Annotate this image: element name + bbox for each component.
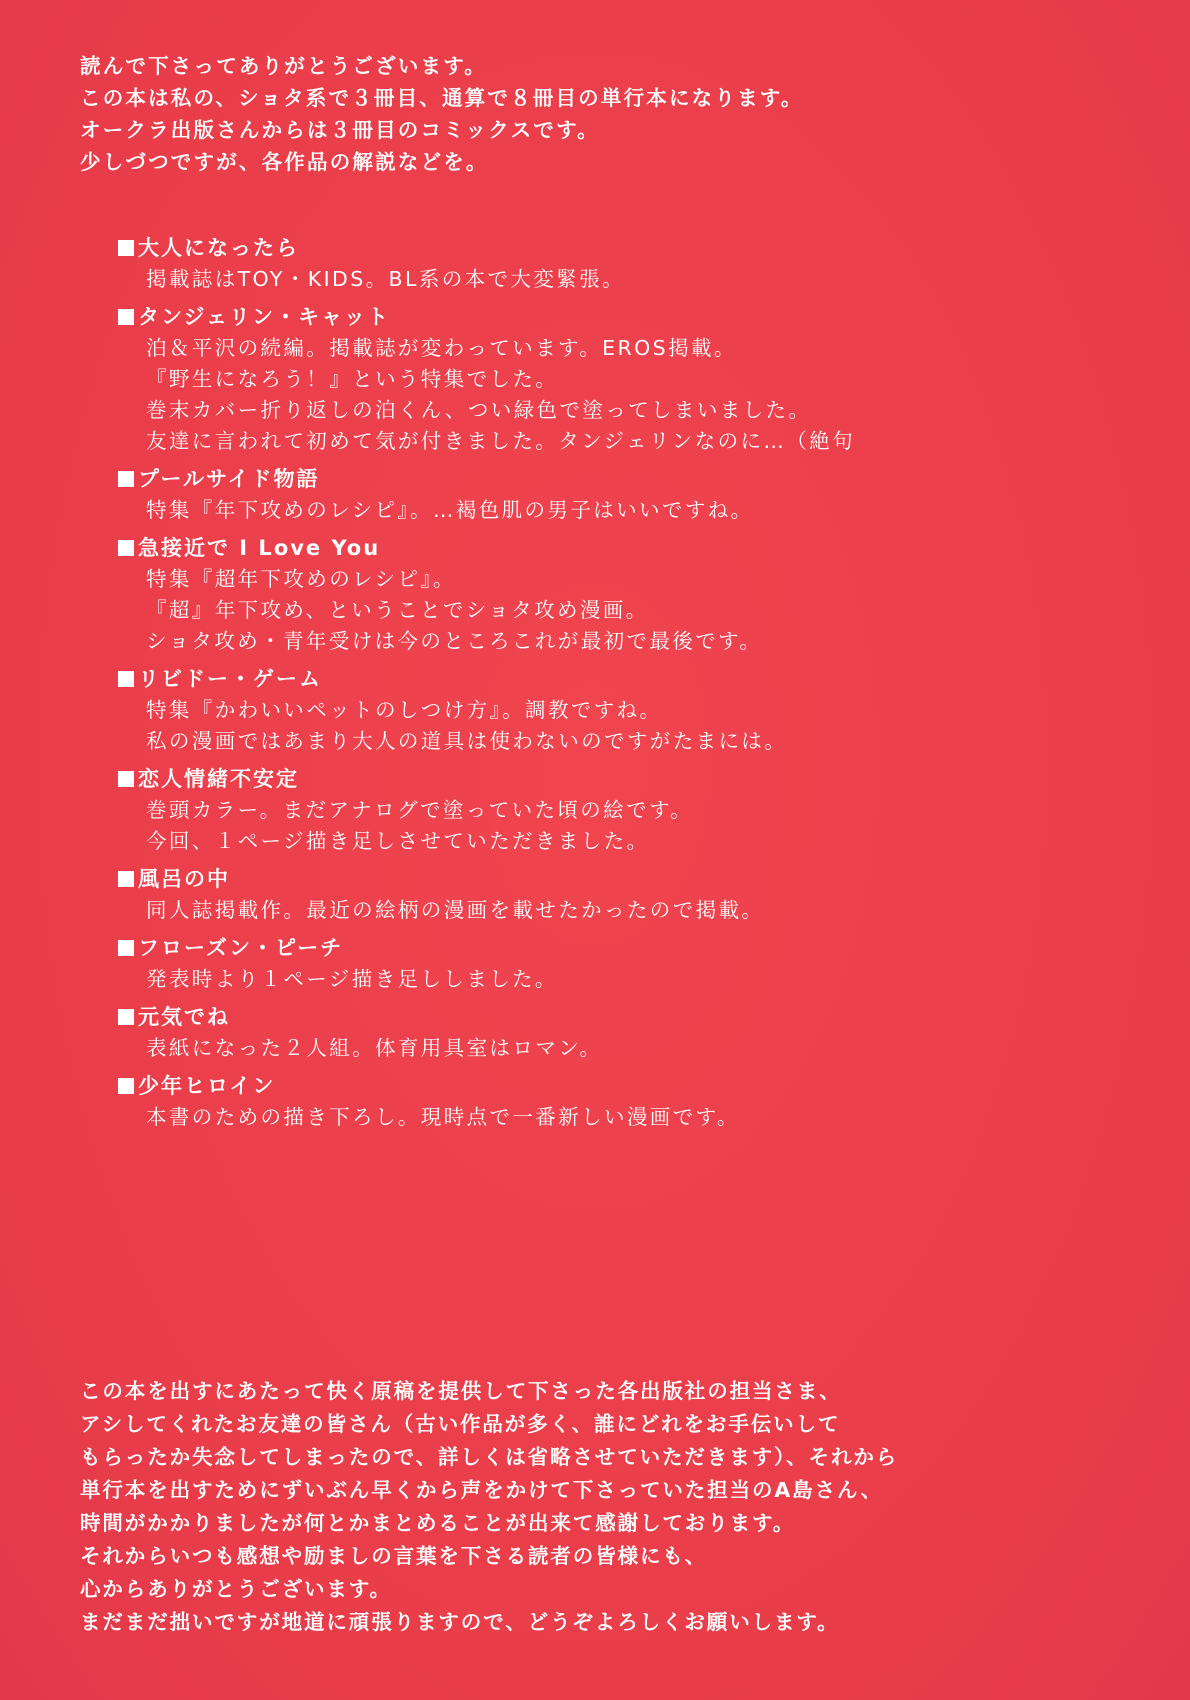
work-title: プールサイド物語	[138, 467, 320, 491]
intro-section	[80, 50, 1140, 178]
work-note: 本書のための描き下ろし。現時点で一番新しい漫画です。	[146, 1105, 740, 1129]
work-note: 私の漫画ではあまり大人の道具は使わないのですがたまには。	[146, 729, 788, 753]
work-title: 恋人情緒不安定	[138, 767, 299, 791]
closing-line: 単行本を出すためにずいぶん早くから声をかけて下さっていた担当のA島さん、	[80, 1478, 883, 1502]
intro-line: 読んで下さってありがとうございます。	[80, 54, 487, 78]
bullet-square-icon	[118, 240, 134, 256]
work-note: 掲載誌はTOY・KIDS。BL系の本で大変緊張。	[146, 267, 625, 291]
work-title: 急接近で I Love You	[138, 536, 381, 560]
closing-line: 心からありがとうございます。	[80, 1577, 392, 1601]
closing-line: この本を出すにあたって快く原稿を提供して下さった各出版社の担当さま、	[80, 1379, 842, 1403]
work-title: フローズン・ピーチ	[138, 936, 344, 960]
bullet-square-icon	[118, 771, 134, 787]
work-note: 表紙になった２人組。体育用具室はロマン。	[146, 1036, 603, 1060]
work-entry	[118, 1070, 1128, 1133]
work-title: 少年ヒロイン	[138, 1074, 276, 1098]
bullet-square-icon	[118, 1078, 134, 1094]
intro-line: この本は私の、ショタ系で３冊目、通算で８冊目の単行本になります。	[80, 86, 804, 110]
work-entry	[118, 763, 1128, 857]
work-note: 『野生になろう！』という特集でした。	[146, 367, 559, 391]
closing-line: アシしてくれたお友達の皆さん（古い作品が多く、誰にどれをお手伝いして	[80, 1412, 841, 1436]
work-entry	[118, 663, 1128, 757]
work-entry	[118, 463, 1128, 526]
bullet-square-icon	[118, 309, 134, 325]
work-note: ショタ攻め・青年受けは今のところこれが最初で最後です。	[146, 629, 763, 653]
work-entry	[118, 932, 1128, 995]
work-title: 大人になったら	[138, 236, 299, 260]
intro-line: オークラ出版さんからは３冊目のコミックスです。	[80, 118, 600, 142]
work-note: 『超』年下攻め、ということでショタ攻め漫画。	[146, 598, 649, 622]
closing-line: まだまだ拙いですが地道に頑張りますので、どうぞよろしくお願いします。	[80, 1610, 840, 1634]
work-entry	[118, 301, 1128, 457]
bullet-square-icon	[118, 540, 134, 556]
work-note: 特集『超年下攻めのレシピ』。	[146, 567, 456, 591]
closing-line: 時間がかかりましたが何とかまとめることが出来て感謝しております。	[80, 1511, 796, 1535]
bullet-square-icon	[118, 671, 134, 687]
work-title: リビドー・ゲーム	[138, 667, 322, 691]
bullet-square-icon	[118, 871, 134, 887]
work-note: 巻末カバー折り返しの泊くん、つい緑色で塗ってしまいました。	[146, 398, 812, 422]
works-list	[118, 232, 1128, 1139]
work-entry	[118, 532, 1128, 657]
bullet-square-icon	[118, 940, 134, 956]
work-note: 同人誌掲載作。最近の絵柄の漫画を載せたかったので掲載。	[146, 898, 765, 922]
bullet-square-icon	[118, 1009, 134, 1025]
work-entry	[118, 232, 1128, 295]
work-note: 発表時より１ページ描き足ししました。	[146, 967, 558, 991]
work-note: 巻頭カラー。まだアナログで塗っていた頃の絵です。	[146, 798, 694, 822]
work-title: 元気でね	[138, 1005, 230, 1029]
bullet-square-icon	[118, 471, 134, 487]
intro-line: 少しづつですが、各作品の解説などを。	[80, 150, 489, 174]
work-entry	[118, 863, 1128, 926]
work-note: 友達に言われて初めて気が付きました。タンジェリンなのに…（絶句	[146, 429, 855, 453]
closing-line: それからいつも感想や励ましの言葉を下さる読者の皆様にも、	[80, 1544, 708, 1568]
work-note: 今回、１ページ描き足しさせていただきました。	[146, 829, 650, 853]
work-note: 泊＆平沢の続編。掲載誌が変わっています。EROS掲載。	[146, 336, 737, 360]
work-title: 風呂の中	[138, 867, 230, 891]
work-note: 特集『年下攻めのレシピ』。…褐色肌の男子はいいですね。	[146, 498, 754, 522]
work-note: 特集『かわいいペットのしつけ方』。調教ですね。	[146, 698, 663, 722]
closing-section	[80, 1375, 1160, 1639]
work-entry	[118, 1001, 1128, 1064]
work-title: タンジェリン・キャット	[138, 305, 391, 329]
closing-line: もらったか失念してしまったので、詳しくは省略させていただきます）、それから	[80, 1445, 899, 1469]
